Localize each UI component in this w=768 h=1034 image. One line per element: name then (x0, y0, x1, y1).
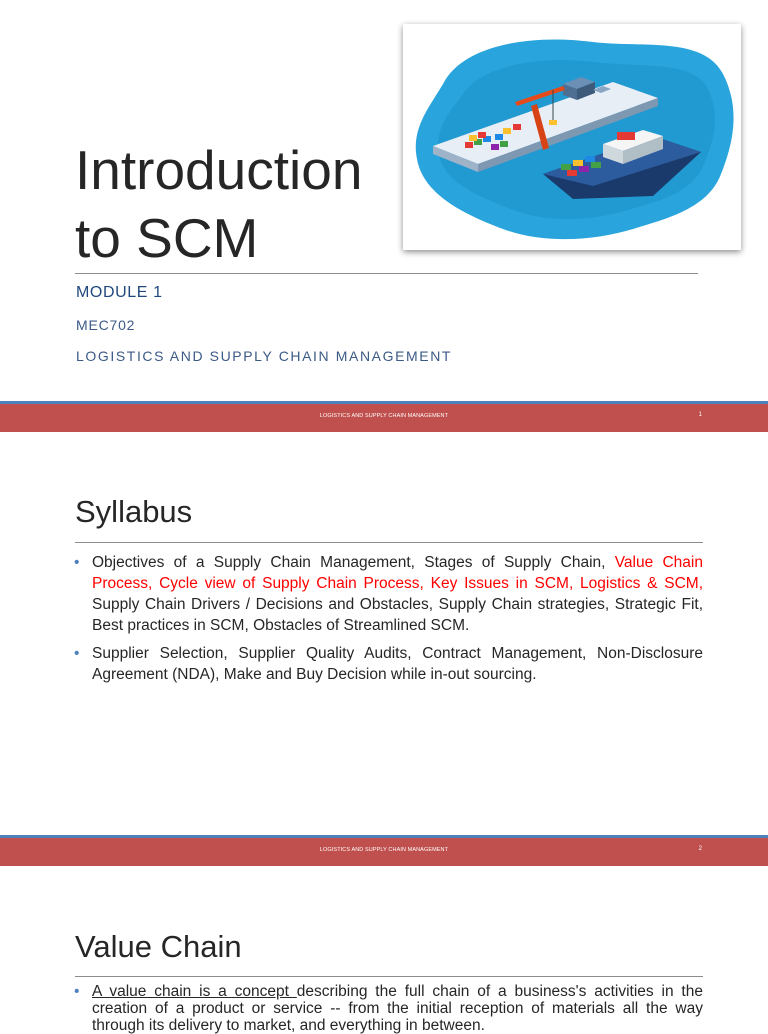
module-label: MODULE 1 (76, 284, 163, 301)
bullet-text: Objectives of a Supply Chain Management, Stages of Supply Chain, (92, 554, 615, 571)
bullet-list (74, 983, 703, 1034)
bullet-text: Supply Chain Drivers / Decisions and Obstacles, Supply Chain strategies, Strategic Fit, Best practices in SCM, Obstacles of Streamlined SCM. (92, 596, 703, 634)
list-item (74, 983, 703, 1034)
slide-1 (0, 0, 768, 403)
slide-2 (0, 432, 768, 835)
list-item (74, 552, 703, 636)
slide-title: Value Chain (75, 929, 242, 964)
footer-text: LOGISTICS AND SUPPLY CHAIN MANAGEMENT (319, 847, 449, 853)
page-number: 1 (698, 412, 702, 418)
title-divider (75, 542, 703, 543)
underlined-text: A value chain is a concept (92, 983, 297, 1000)
title-divider (75, 976, 703, 977)
page-number: 2 (698, 846, 702, 852)
bullet-list (74, 552, 703, 692)
bullet-text: describing the full chain of a business's activities in the creation of a product or service -- from the initial reception of materials all the way through its delivery to market, and everything in between. (92, 983, 703, 1034)
slide-title: Syllabus (75, 494, 193, 529)
port-ship-illustration-icon (403, 24, 741, 250)
bullet-text: Supplier Selection, Supplier Quality Audits, Contract Management, Non-Disclosure Agreement (NDA), Make and Buy Decision while in-out sourcing. (92, 645, 703, 683)
bullet-dot-icon: • (74, 645, 80, 662)
slide-footer (0, 401, 768, 432)
course-code: MEC702 (76, 317, 136, 333)
slide-title: Introduction to SCM (75, 139, 363, 269)
course-name: LOGISTICS AND SUPPLY CHAIN MANAGEMENT (76, 348, 453, 364)
list-item (74, 643, 703, 685)
highlighted-text: Value Chain Process, Cycle view of Supply Chain Process, Key Issues in SCM, Logistics & SCM, (92, 554, 703, 592)
title-divider (75, 273, 698, 274)
slide-3 (0, 866, 768, 1034)
footer-text: LOGISTICS AND SUPPLY CHAIN MANAGEMENT (319, 413, 449, 419)
bullet-dot-icon: • (74, 554, 80, 571)
slide-footer (0, 835, 768, 866)
port-illustration (403, 24, 741, 250)
bullet-dot-icon: • (74, 983, 80, 1000)
